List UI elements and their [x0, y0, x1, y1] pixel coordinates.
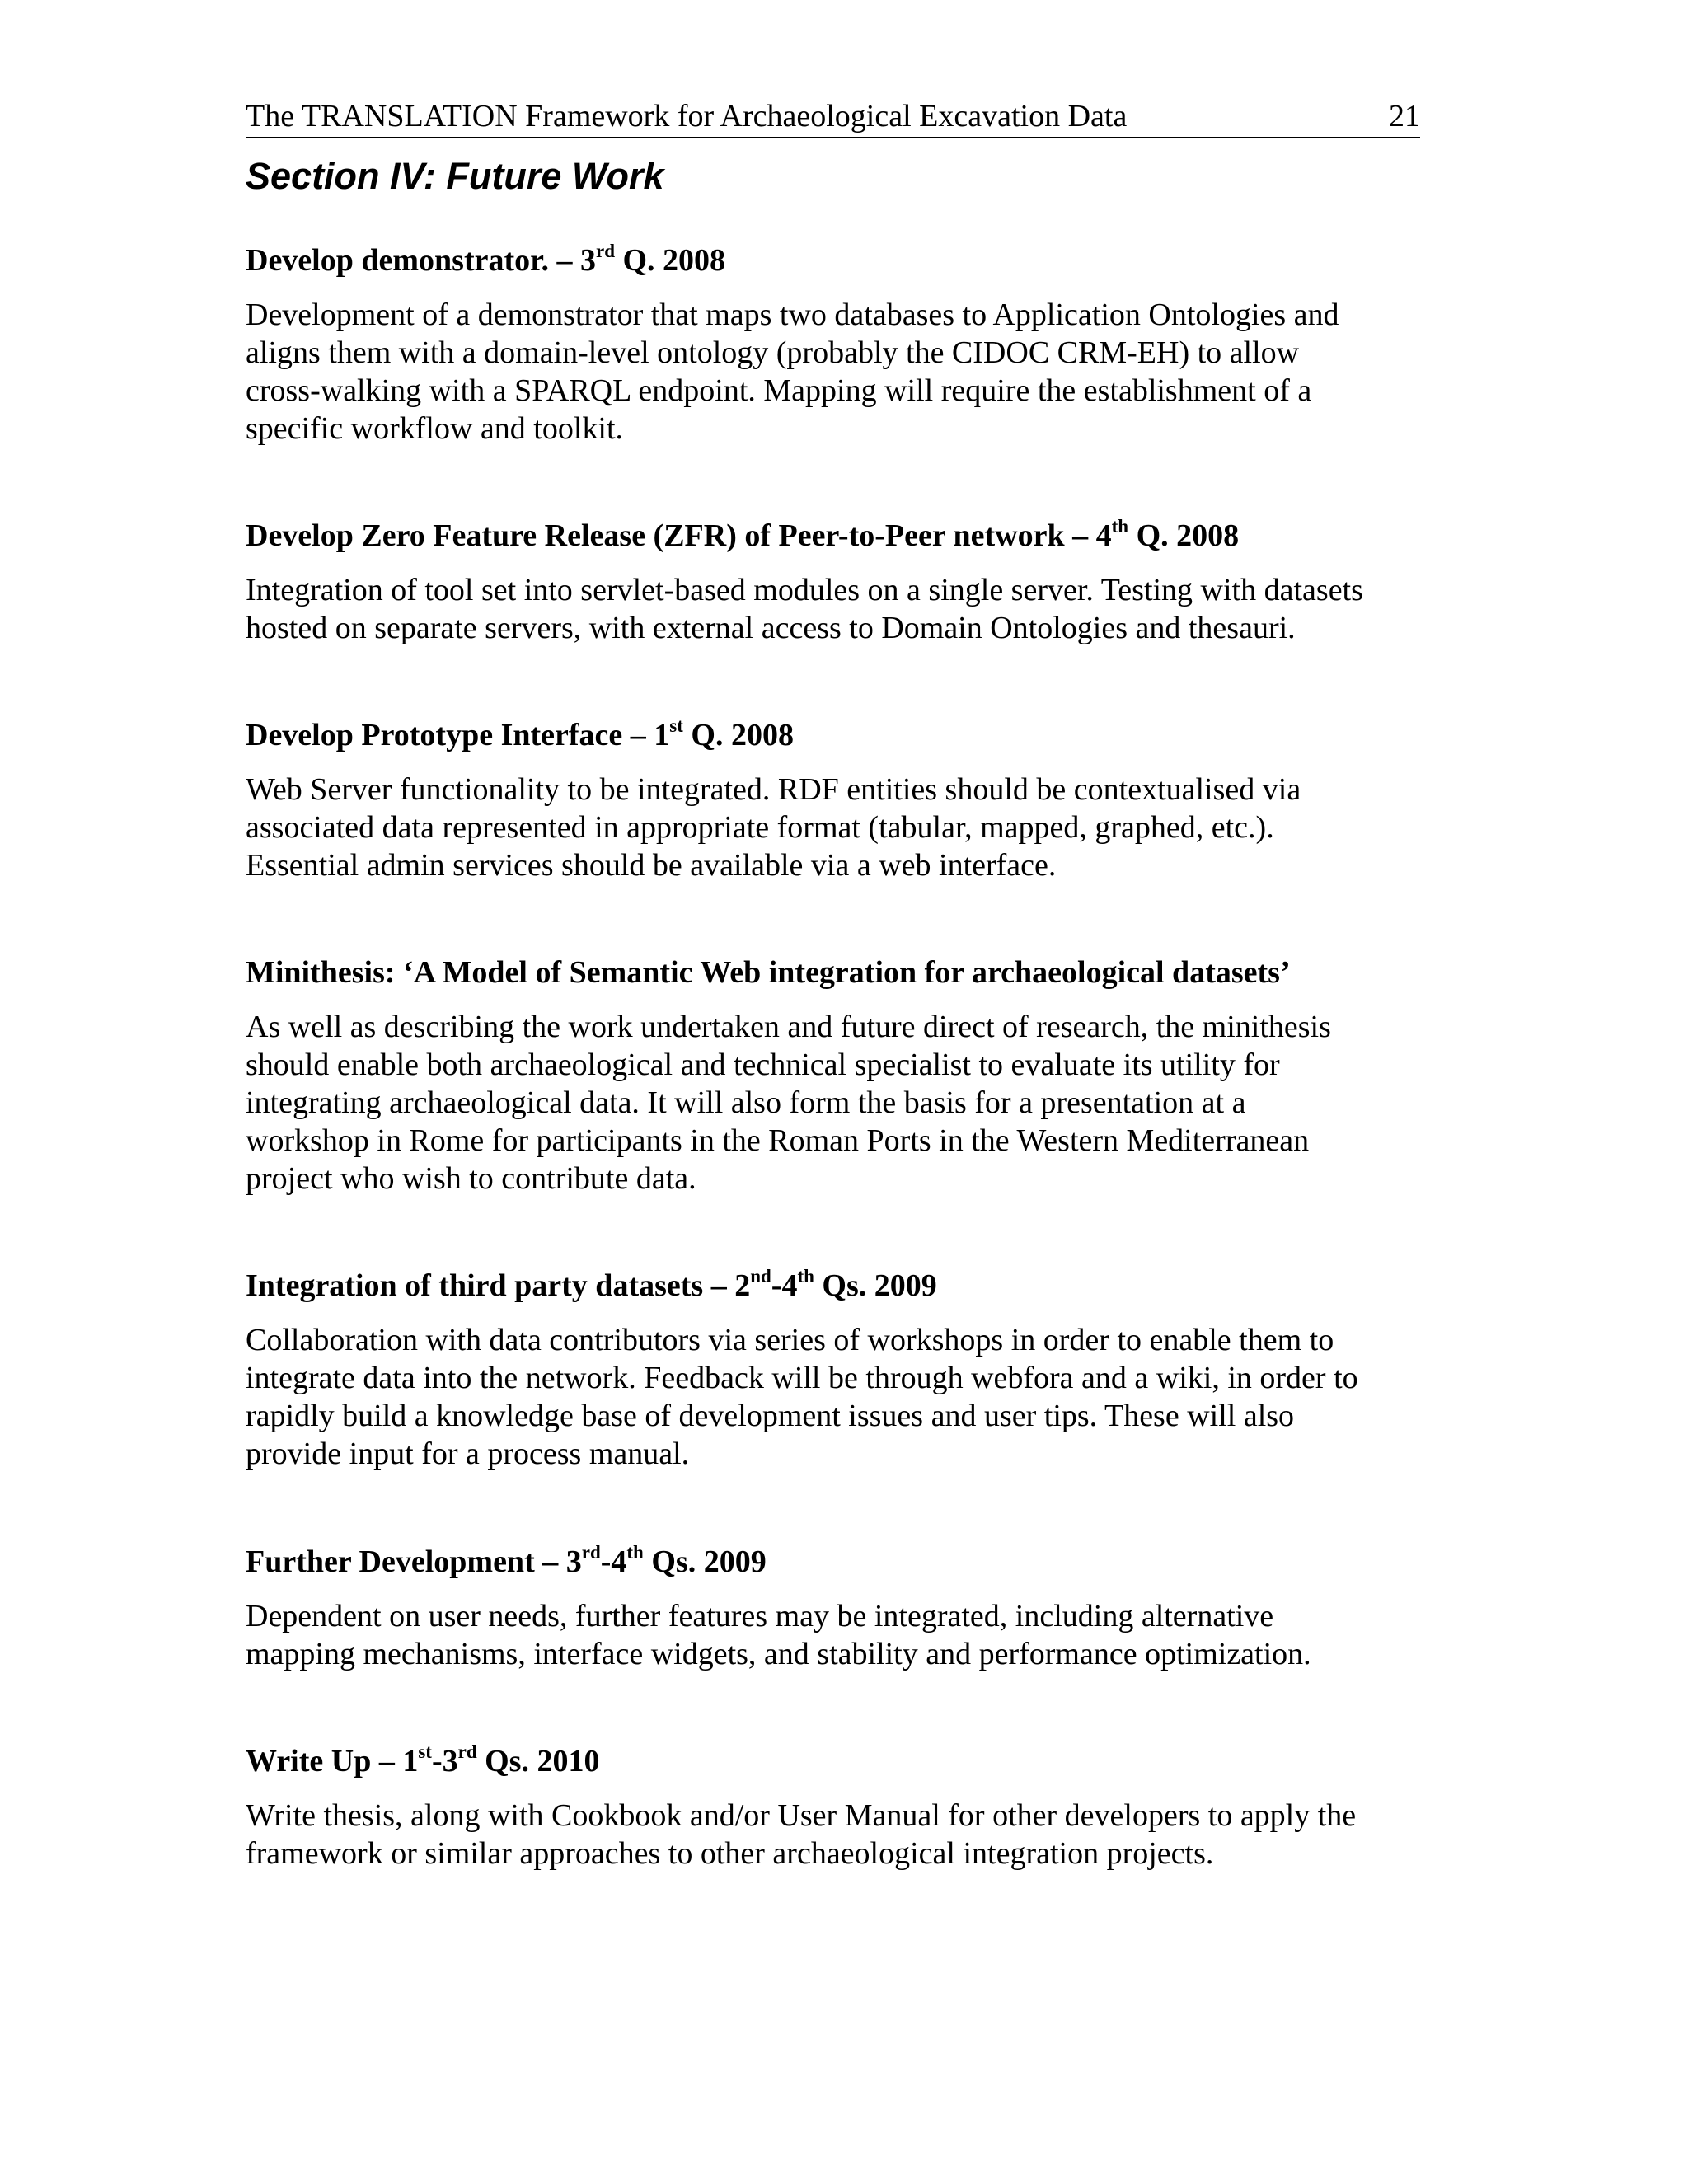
- body-line: Dependent on user needs, further features may be integrated, including alternative: [246, 1599, 1274, 1633]
- body-line: associated data represented in appropriate format (tabular, mapped, graphed, etc.).: [246, 810, 1274, 845]
- header-title: The TRANSLATION Framework for Archaeological Excavation Data: [246, 99, 1128, 134]
- body-line: aligns them with a domain-level ontology (probably the CIDOC CRM-EH) to allow: [246, 335, 1300, 370]
- heading-superscript: th: [626, 1542, 644, 1563]
- heading-text: Qs. 2009: [643, 1544, 767, 1579]
- body-line: integrating archaeological data. It will also form the basis for a presentation at a: [246, 1085, 1246, 1120]
- body-line: Web Server functionality to be integrated. RDF entities should be contextualised via: [246, 772, 1301, 807]
- entry-heading: [246, 954, 1420, 991]
- body-line: cross-walking with a SPARQL endpoint. Mapping will require the establishment of a: [246, 373, 1312, 408]
- body-line: rapidly build a knowledge base of development issues and user tips. These will also: [246, 1399, 1295, 1433]
- entry-develop-zfr: [246, 517, 1420, 647]
- body-line: Integration of tool set into servlet-based modules on a single server. Testing with datasets: [246, 573, 1363, 607]
- entry-heading: [246, 716, 1420, 754]
- entry-heading: [246, 1742, 1420, 1780]
- heading-text: -3: [431, 1744, 458, 1779]
- entry-heading: [246, 1267, 1420, 1305]
- entry-write-up: [246, 1742, 1420, 1872]
- heading-text: Q. 2008: [682, 718, 794, 752]
- body-line: should enable both archaeological and technical specialist to evaluate its utility for: [246, 1047, 1280, 1082]
- entry-body: [246, 1008, 1420, 1197]
- heading-text: -4: [771, 1268, 798, 1303]
- heading-text: -4: [600, 1544, 627, 1579]
- heading-superscript: rd: [596, 241, 615, 262]
- entry-heading: [246, 517, 1420, 555]
- entry-body: [246, 1321, 1420, 1473]
- heading-text: Qs. 2009: [814, 1268, 937, 1303]
- body-line: specific workflow and toolkit.: [246, 411, 624, 446]
- heading-superscript: th: [797, 1266, 814, 1287]
- entry-body: [246, 1797, 1420, 1872]
- body-line: framework or similar approaches to other archaeological integration projects.: [246, 1836, 1214, 1871]
- body-line: project who wish to contribute data.: [246, 1161, 696, 1196]
- document-page: [246, 0, 1420, 2184]
- entry-body: [246, 296, 1420, 448]
- body-line: mapping mechanisms, interface widgets, and stability and performance optimization.: [246, 1637, 1311, 1671]
- running-header: [246, 96, 1420, 138]
- entry-body: [246, 571, 1420, 647]
- entry-minithesis: [246, 954, 1420, 1197]
- entry-further-development: [246, 1543, 1420, 1673]
- body-line: integrate data into the network. Feedback will be through webfora and a wiki, in order to: [246, 1361, 1358, 1395]
- entry-heading: [246, 241, 1420, 279]
- heading-superscript: th: [1111, 516, 1129, 537]
- heading-superscript: rd: [581, 1542, 601, 1563]
- heading-superscript: rd: [457, 1741, 477, 1763]
- body-line: Development of a demonstrator that maps two databases to Application Ontologies and: [246, 298, 1339, 332]
- heading-text: Develop demonstrator. – 3: [246, 243, 596, 278]
- heading-superscript: nd: [750, 1266, 771, 1287]
- body-line: Write thesis, along with Cookbook and/or User Manual for other developers to apply the: [246, 1798, 1357, 1833]
- heading-text: Minithesis: ‘A Model of Semantic Web integration for archaeological datasets’: [246, 955, 1291, 990]
- entry-heading: [246, 1543, 1420, 1581]
- body-line: As well as describing the work undertaken and future direct of research, the minithesis: [246, 1010, 1331, 1044]
- heading-superscript: st: [418, 1741, 432, 1763]
- page-number: 21: [1389, 99, 1420, 134]
- heading-text: Qs. 2010: [476, 1744, 600, 1779]
- body-line: Collaboration with data contributors via series of workshops in order to enable them to: [246, 1323, 1334, 1357]
- heading-text: Further Development – 3: [246, 1544, 582, 1579]
- entry-develop-prototype-interface: [246, 716, 1420, 884]
- heading-text: Develop Prototype Interface – 1: [246, 718, 670, 752]
- body-line: Essential admin services should be available via a web interface.: [246, 848, 1057, 883]
- heading-text: Q. 2008: [615, 243, 726, 278]
- section-title: Section IV: Future Work: [246, 155, 664, 197]
- entry-body: [246, 771, 1420, 884]
- body-line: hosted on separate servers, with external access to Domain Ontologies and thesauri.: [246, 611, 1296, 645]
- heading-text: Q. 2008: [1128, 518, 1240, 553]
- body-line: workshop in Rome for participants in the Roman Ports in the Western Mediterranean: [246, 1123, 1310, 1158]
- heading-text: Integration of third party datasets – 2: [246, 1268, 751, 1303]
- body-line: provide input for a process manual.: [246, 1436, 690, 1471]
- heading-text: Write Up – 1: [246, 1744, 419, 1779]
- heading-text: Develop Zero Feature Release (ZFR) of Peer-to-Peer network – 4: [246, 518, 1112, 553]
- entry-body: [246, 1597, 1420, 1673]
- entry-integration-third-party: [246, 1267, 1420, 1473]
- entry-develop-demonstrator: [246, 241, 1420, 448]
- heading-superscript: st: [669, 715, 683, 737]
